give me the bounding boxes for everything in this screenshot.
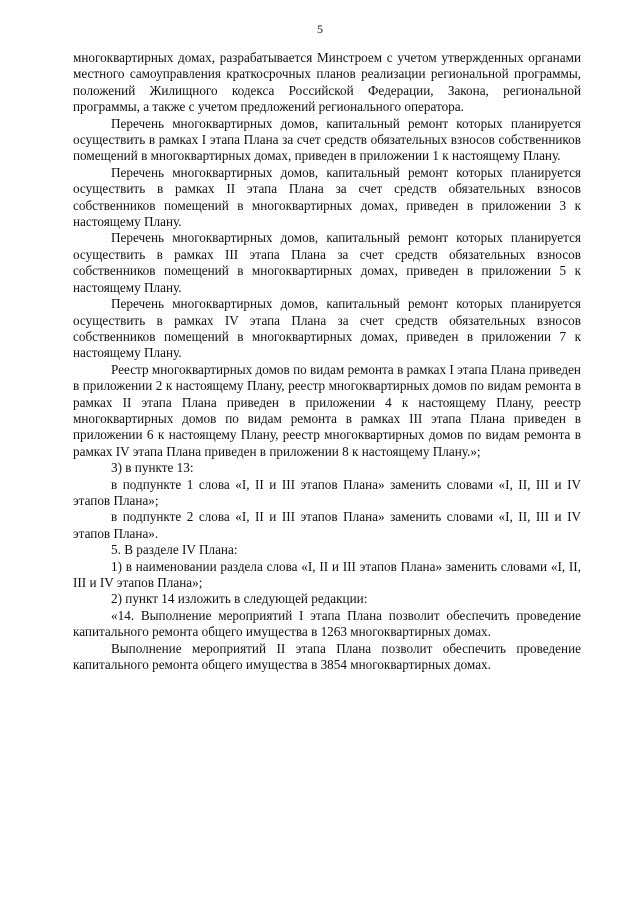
- paragraph-section-title-change: 1) в наименовании раздела слова «I, II и III этапов Плана» заменить словами «I, II, III и IV этапов Плана»;: [73, 558, 581, 590]
- paragraph-item-14-intro: 2) пункт 14 изложить в следующей редакции:: [111, 591, 368, 607]
- paragraph-subitem-2: в подпункте 2 слова «I, II и III этапов Плана» заменить словами «I, II, III и IV этапов Плана».: [73, 509, 581, 541]
- paragraph-item-14-stage-2: Выполнение мероприятий II этапа Плана позволит обеспечить проведение капитального ремонта общего имущества в 3854 многоквартирных домах.: [73, 640, 581, 673]
- paragraph-list-stage-3: Перечень многоквартирных домов, капитальный ремонт которых планируется осуществить в рамках III этапа Плана за счет средств обязательных взносов собственников помещений в многоквартирных домах, приведен в приложении 5 к настоящему Плану.: [73, 230, 581, 295]
- page-number: 5: [317, 22, 323, 36]
- paragraph-section-4: 5. В разделе IV Плана:: [111, 542, 238, 558]
- paragraph-item-3: 3) в пункте 13:: [111, 460, 194, 476]
- paragraph-list-stage-2: Перечень многоквартирных домов, капитальный ремонт которых планируется осуществить в рамках II этапа Плана за счет средств обязательных взносов собственников помещений в многоквартирных домах, приведен в приложении 3 к настоящему Плану.: [73, 164, 581, 230]
- paragraph-registry: Реестр многоквартирных домов по видам ремонта в рамках I этапа Плана приведен в приложении 2 к настоящему Плану, реестр многоквартирных домов по видам ремонта в рамках II этапа Плана приведен в приложении 4 к настоящему Плану, реестр многоквартирных домов по видам ремонта в рамках III этапа Плана приведен в приложении 6 к настоящему Плану, реестр многоквартирных домов по видам ремонта в рамках IV этапа Плана приведен в приложении 8 к настоящему Плану.»;: [73, 361, 581, 459]
- paragraph-list-stage-4: Перечень многоквартирных домов, капитальный ремонт которых планируется осуществить в рамках IV этапа Плана за счет средств обязательных взносов собственников помещений в многоквартирных домах, приведен в приложении 7 к настоящему Плану.: [73, 296, 581, 361]
- paragraph-subitem-1: в подпункте 1 слова «I, II и III этапов Плана» заменить словами «I, II, III и IV этапов Плана»;: [73, 476, 581, 508]
- document-body: [73, 50, 581, 673]
- paragraph-item-14-stage-1: «14. Выполнение мероприятий I этапа Плана позволит обеспечить проведение капитального ремонта общего имущества в 1263 многоквартирных домах.: [73, 607, 581, 640]
- paragraph-continuation: многоквартирных домах, разрабатывается Минстроем с учетом утвержденных органами местного самоуправления краткосрочных планов реализации региональной программы, положений Жилищного кодекса Российской Федерации, Закона, региональной программы, а также с учетом предложений регионального оператора.: [73, 50, 581, 115]
- paragraph-list-stage-1: Перечень многоквартирных домов, капитальный ремонт которых планируется осуществить в рамках I этапа Плана за счет средств обязательных взносов собственников помещений в многоквартирных домах, приведен в приложении 1 к настоящему Плану.: [73, 115, 581, 164]
